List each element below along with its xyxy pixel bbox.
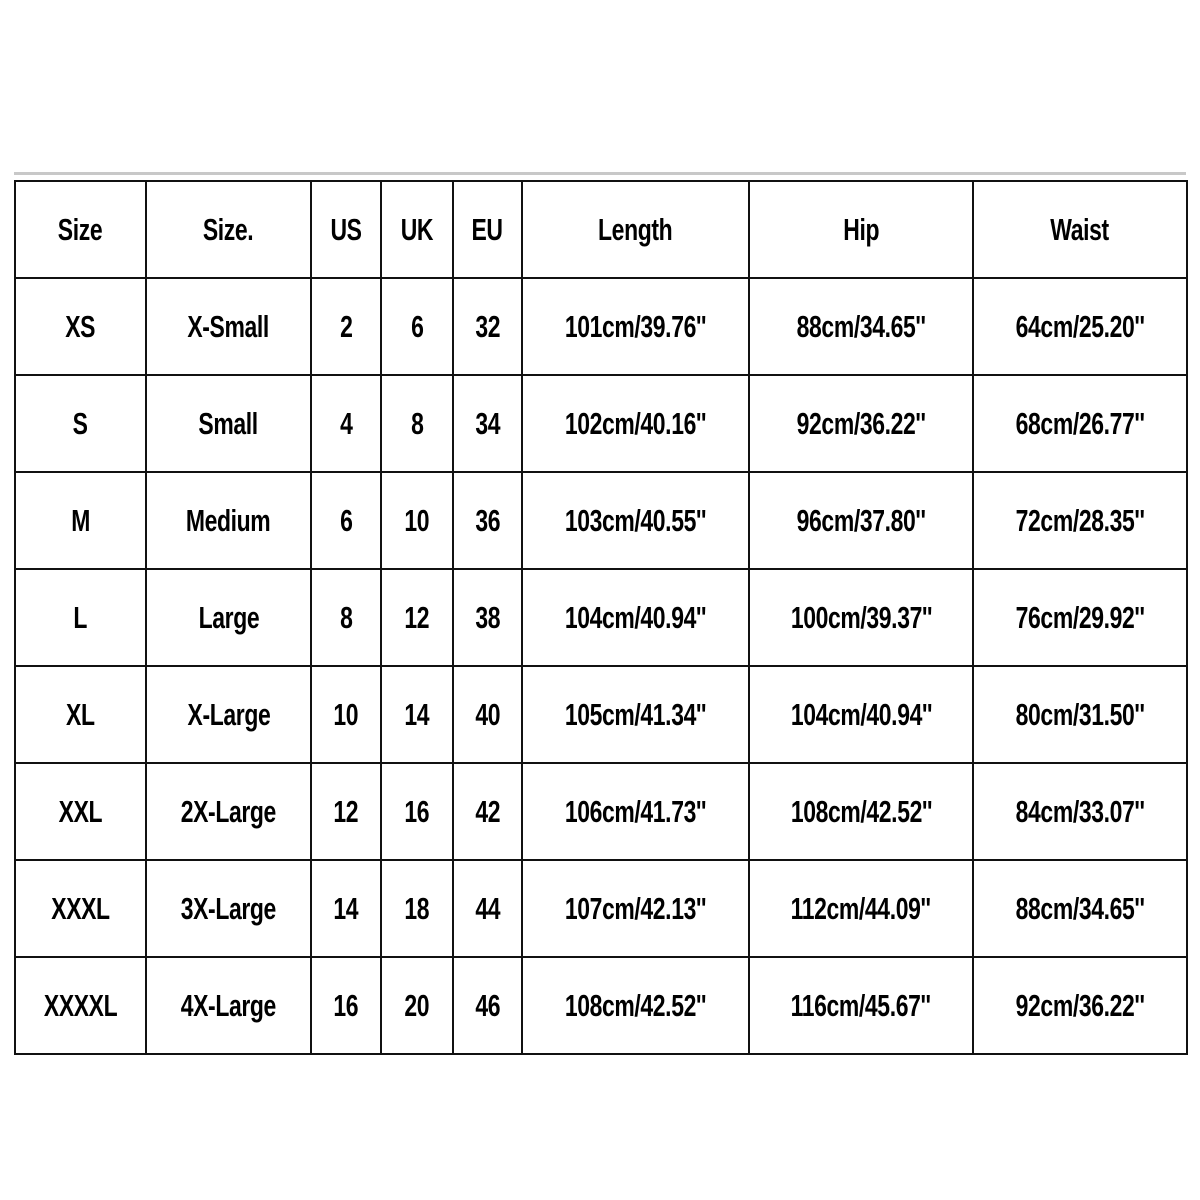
table-row <box>15 957 1187 1054</box>
cell-size: XS <box>15 278 146 375</box>
cell-hip: 100cm/39.37'' <box>749 569 973 666</box>
cell-size: XL <box>15 666 146 763</box>
cell-us: 10 <box>311 666 381 763</box>
cell-waist: 72cm/28.35'' <box>973 472 1187 569</box>
cell-eu: 36 <box>453 472 522 569</box>
cell-uk: 8 <box>381 375 453 472</box>
cell-us: 8 <box>311 569 381 666</box>
cell-size: XXXXL <box>15 957 146 1054</box>
cell-waist: 64cm/25.20'' <box>973 278 1187 375</box>
table-row <box>15 278 1187 375</box>
cell-waist: 76cm/29.92'' <box>973 569 1187 666</box>
cell-hip: 92cm/36.22'' <box>749 375 973 472</box>
cell-waist: 88cm/34.65'' <box>973 860 1187 957</box>
cell-us: 4 <box>311 375 381 472</box>
table-row <box>15 375 1187 472</box>
cell-size: XXXL <box>15 860 146 957</box>
cell-eu: 42 <box>453 763 522 860</box>
cell-hip: 116cm/45.67'' <box>749 957 973 1054</box>
cell-size-name: Small <box>146 375 311 472</box>
cell-waist: 68cm/26.77'' <box>973 375 1187 472</box>
header-eu: EU <box>453 181 522 278</box>
table-top-edge <box>14 172 1186 175</box>
table-row <box>15 666 1187 763</box>
table-row <box>15 860 1187 957</box>
cell-hip: 96cm/37.80'' <box>749 472 973 569</box>
cell-uk: 12 <box>381 569 453 666</box>
header-uk: UK <box>381 181 453 278</box>
cell-length: 106cm/41.73'' <box>522 763 749 860</box>
table-row <box>15 569 1187 666</box>
cell-waist: 92cm/36.22'' <box>973 957 1187 1054</box>
header-size: Size <box>15 181 146 278</box>
cell-size-name: X-Small <box>146 278 311 375</box>
cell-hip: 88cm/34.65'' <box>749 278 973 375</box>
cell-hip: 108cm/42.52'' <box>749 763 973 860</box>
header-waist: Waist <box>973 181 1187 278</box>
cell-uk: 16 <box>381 763 453 860</box>
cell-uk: 10 <box>381 472 453 569</box>
cell-us: 16 <box>311 957 381 1054</box>
cell-waist: 80cm/31.50'' <box>973 666 1187 763</box>
cell-size: S <box>15 375 146 472</box>
cell-size-name: Large <box>146 569 311 666</box>
cell-eu: 46 <box>453 957 522 1054</box>
cell-size-name: Medium <box>146 472 311 569</box>
cell-size: XXL <box>15 763 146 860</box>
cell-length: 103cm/40.55'' <box>522 472 749 569</box>
cell-length: 101cm/39.76'' <box>522 278 749 375</box>
cell-eu: 38 <box>453 569 522 666</box>
cell-eu: 34 <box>453 375 522 472</box>
cell-uk: 20 <box>381 957 453 1054</box>
cell-us: 2 <box>311 278 381 375</box>
header-length: Length <box>522 181 749 278</box>
header-size-name: Size. <box>146 181 311 278</box>
cell-us: 12 <box>311 763 381 860</box>
cell-eu: 40 <box>453 666 522 763</box>
table-row <box>15 472 1187 569</box>
cell-size-name: 2X-Large <box>146 763 311 860</box>
header-hip: Hip <box>749 181 973 278</box>
cell-size-name: X-Large <box>146 666 311 763</box>
cell-size: L <box>15 569 146 666</box>
cell-us: 6 <box>311 472 381 569</box>
cell-length: 102cm/40.16'' <box>522 375 749 472</box>
cell-size-name: 4X-Large <box>146 957 311 1054</box>
cell-uk: 14 <box>381 666 453 763</box>
cell-length: 104cm/40.94'' <box>522 569 749 666</box>
cell-eu: 44 <box>453 860 522 957</box>
cell-length: 107cm/42.13'' <box>522 860 749 957</box>
table-row <box>15 763 1187 860</box>
cell-eu: 32 <box>453 278 522 375</box>
cell-hip: 104cm/40.94'' <box>749 666 973 763</box>
cell-hip: 112cm/44.09'' <box>749 860 973 957</box>
cell-waist: 84cm/33.07'' <box>973 763 1187 860</box>
cell-uk: 6 <box>381 278 453 375</box>
header-row <box>15 181 1187 278</box>
header-us: US <box>311 181 381 278</box>
cell-length: 105cm/41.34'' <box>522 666 749 763</box>
cell-uk: 18 <box>381 860 453 957</box>
size-chart-table <box>14 180 1188 1055</box>
cell-size: M <box>15 472 146 569</box>
cell-size-name: 3X-Large <box>146 860 311 957</box>
cell-length: 108cm/42.52'' <box>522 957 749 1054</box>
cell-us: 14 <box>311 860 381 957</box>
